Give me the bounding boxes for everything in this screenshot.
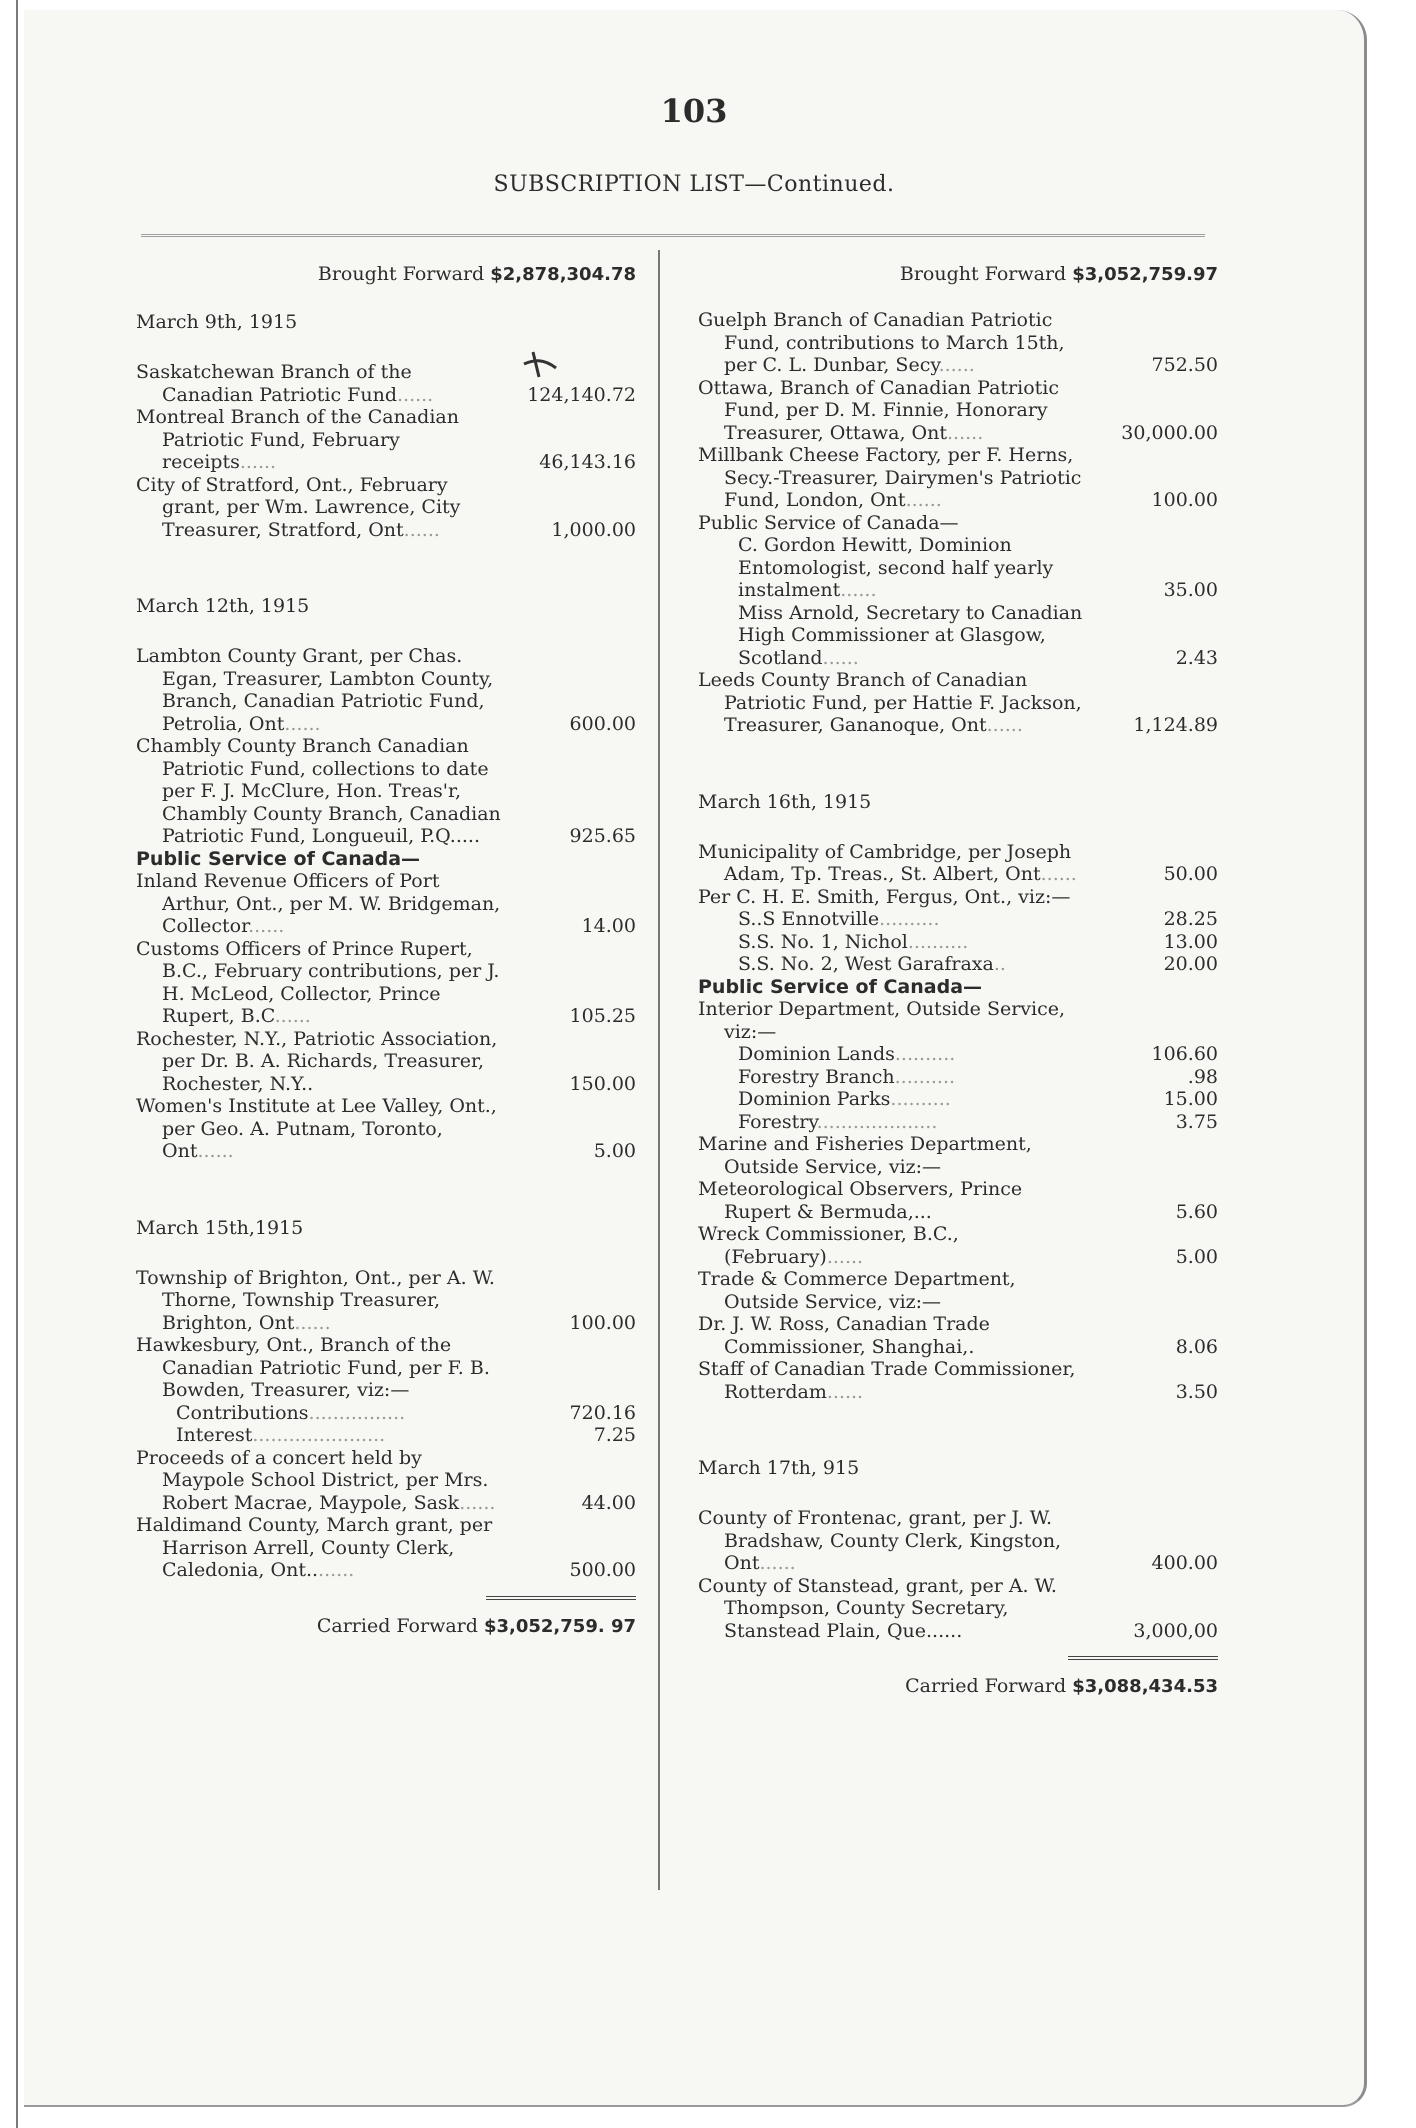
entry-amount: 8.06 (1175, 1335, 1218, 1358)
entry-amount: 5.60 (1175, 1200, 1218, 1223)
entry-text: Miss Arnold, Secretary to Canadian High Commissioner at Glasgow, Scotland (738, 601, 1083, 669)
subscription-entry (698, 1313, 1218, 1358)
subscription-entry: Township of Brighton, Ont., per A. W. Thorne, Township Treasurer, Brighton, Ont...... 100.00 (136, 1266, 636, 1334)
subscription-entry: County of Frontenac, grant, per J. W. Bradshaw, County Clerk, Kingston, Ont...... 400.00 (698, 1507, 1218, 1574)
carried-forward-amount: $3,088,434.53 (1072, 1676, 1218, 1697)
subscription-subentry: S.S. No. 1, Nichol.......... 13.00 (738, 930, 1218, 953)
entry-text: Ottawa, Branch of Canadian Patriotic Fund, per D. M. Finnie, Honorary Treasurer, Ottawa, Ont (698, 376, 1059, 444)
entry-amount: 106.60 (1151, 1043, 1218, 1065)
entry-text: County of Stanstead, grant, per A. W. Thompson, County Secretary, Stanstead Plain, Que...... (698, 1574, 1057, 1642)
entry-amount: 400.00 (1151, 1552, 1218, 1574)
entry-amount: 720.16 (569, 1401, 636, 1424)
entry-text: Customs Officers of Prince Rupert, B.C., February contributions, per J. H. McLeod, Collector, Prince Rupert, B.C (136, 937, 500, 1027)
entry-amount: 2.43 (1175, 646, 1218, 669)
entry-text: Township of Brighton, Ont., per A. W. Thorne, Township Treasurer, Brighton, Ont (136, 1266, 495, 1334)
subscription-entry: Ottawa, Branch of Canadian Patriotic Fund, per D. M. Finnie, Honorary Treasurer, Ottawa, Ont...... 30,000.00 (698, 376, 1218, 444)
date-heading: March 12th, 1915 (136, 595, 310, 617)
entry-text: Leeds County Branch of Canadian Patriotic Fund, per Hattie F. Jackson, Treasurer, Gananoque, Ont (698, 669, 1082, 736)
entry-amount: 150.00 (569, 1072, 636, 1095)
entry-amount: 30,000.00 (1121, 421, 1218, 444)
entry-amount: 50.00 (1163, 863, 1218, 885)
brought-forward (136, 260, 636, 289)
entry-amount: 3.75 (1175, 1110, 1218, 1133)
entry-text: Dominion Parks (738, 1088, 891, 1110)
entry-amount: 3,000,00 (1133, 1619, 1218, 1642)
entry-amount: 13.00 (1163, 930, 1218, 953)
subscription-entry (136, 735, 636, 848)
subscription-entry: Saskatchewan Branch of the Canadian Patriotic Fund...... 124,140.72 (136, 361, 636, 406)
brought-forward-amount: $3,052,759.97 (1072, 264, 1218, 285)
brought-forward-label: Brought Forward (899, 263, 1067, 285)
section-header: Public Service of Canada— (136, 847, 421, 870)
date-heading: March 9th, 1915 (136, 311, 298, 333)
book-spine (16, 0, 18, 2128)
entry-amount: 3.50 (1175, 1380, 1218, 1403)
subscription-entry: City of Stratford, Ont., February grant, per Wm. Lawrence, City Treasurer, Stratford, Ont...... 1,000.00 (136, 473, 636, 541)
subscription-entry (698, 1178, 1218, 1223)
entry-text: Municipality of Cambridge, per Joseph Adam, Tp. Treas., St. Albert, Ont (698, 840, 1072, 885)
entry-amount: 752.50 (1151, 354, 1218, 376)
entry-text: S.S. No. 1, Nichol (738, 930, 908, 953)
date-heading: March 17th, 915 (698, 1457, 860, 1479)
subscription-entry: Interior Department, Outside Service, viz:— (698, 998, 1066, 1043)
entry-amount: 105.25 (569, 1005, 636, 1027)
subscription-entry: Millbank Cheese Factory, per F. Herns, Secy.-Treasurer, Dairymen's Patriotic Fund, London, Ont...... 100.00 (698, 444, 1218, 511)
brought-forward (698, 260, 1218, 289)
subscription-subentry: Contributions................ 720.16 (176, 1401, 636, 1424)
total-rule (1068, 1656, 1218, 1660)
subscription-subentry: Dominion Parks.......... 15.00 (738, 1088, 1218, 1110)
header-rule (141, 234, 1205, 240)
subscription-entry: Customs Officers of Prince Rupert, B.C., February contributions, per J. H. McLeod, Collector, Prince Rupert, B.C...... 105.25 (136, 937, 636, 1027)
entry-text: Chambly County Branch Canadian Patriotic Fund, collections to date per F. J. McClure, Hon. Treas'r, Chambly County Branch, Canadian Patriotic Fund, Longueuil, P.Q..... (136, 735, 501, 847)
right-column (698, 260, 1218, 1701)
subscription-entry: Leeds County Branch of Canadian Patriotic Fund, per Hattie F. Jackson, Treasurer, Gananoque, Ont...... 1,124.89 (698, 669, 1218, 736)
subscription-subentry: S.S. No. 2, West Garafraxa.. 20.00 (738, 953, 1218, 975)
entry-text: Interest (176, 1424, 253, 1446)
entry-text: Montreal Branch of the Canadian Patriotic Fund, February receipts (136, 406, 459, 473)
subscription-subentry: Forestry Branch.......... .98 (738, 1065, 1218, 1088)
section-header: Public Service of Canada— (698, 975, 983, 998)
total-rule (486, 1596, 636, 1600)
entry-text: Proceeds of a concert held by Maypole School District, per Mrs. Robert Macrae, Maypole, Sask (136, 1446, 489, 1514)
subscription-entry: Municipality of Cambridge, per Joseph Adam, Tp. Treas., St. Albert, Ont...... 50.00 (698, 840, 1218, 885)
entry-text: C. Gordon Hewitt, Dominion Entomologist, second half yearly instalment (738, 534, 1054, 601)
left-column (136, 260, 636, 1641)
subscription-entry: Guelph Branch of Canadian Patriotic Fund, contributions to March 15th, per C. L. Dunbar, Secy...... 752.50 (698, 309, 1218, 376)
entry-amount: 14.00 (581, 915, 636, 937)
entry-text: Meteorological Observers, Prince Rupert & Bermuda,... (698, 1178, 1023, 1223)
document-page (24, 10, 1367, 2107)
entry-text: S..S Ennotville (738, 908, 880, 930)
entry-amount: .98 (1187, 1065, 1218, 1088)
carried-forward-label: Carried Forward (905, 1675, 1067, 1697)
subscription-entry: Staff of Canadian Trade Commissioner, Rotterdam...... 3.50 (698, 1358, 1218, 1403)
entry-amount: 5.00 (593, 1140, 636, 1162)
entry-text: Dr. J. W. Ross, Canadian Trade Commissioner, Shanghai,. (698, 1313, 990, 1358)
subscription-entry: Haldimand County, March grant, per Harrison Arrell, County Clerk, Caledonia, Ont........ 500.00 (136, 1514, 636, 1581)
subscription-subentry: S..S Ennotville.......... 28.25 (738, 908, 1218, 930)
entry-text: Contributions (176, 1401, 309, 1424)
brought-forward-amount: $2,878,304.78 (490, 264, 636, 285)
entry-text: Forestry (738, 1110, 817, 1133)
subscription-entry: Hawkesbury, Ont., Branch of the Canadian Patriotic Fund, per F. B. Bowden, Treasurer, viz:— (136, 1334, 490, 1401)
entry-amount: 15.00 (1163, 1088, 1218, 1110)
subscription-subentry: Interest...................... 7.25 (176, 1424, 636, 1446)
column-divider (658, 250, 660, 1890)
entry-amount: 35.00 (1163, 579, 1218, 601)
entry-amount: 20.00 (1163, 953, 1218, 975)
subscription-entry: Marine and Fisheries Department, Outside Service, viz:— (698, 1133, 1032, 1178)
entry-amount: 500.00 (569, 1559, 636, 1581)
entry-text: County of Frontenac, grant, per J. W. Bradshaw, County Clerk, Kingston, Ont (698, 1507, 1062, 1574)
entry-text: Inland Revenue Officers of Port Arthur, Ont., per M. W. Bridgeman, Collector (136, 870, 501, 937)
carried-forward (698, 1672, 1218, 1701)
subscription-entry (698, 1575, 1218, 1643)
subscription-subentry: Miss Arnold, Secretary to Canadian High Commissioner at Glasgow, Scotland...... 2.43 (738, 601, 1218, 669)
entry-text: Millbank Cheese Factory, per F. Herns, Secy.-Treasurer, Dairymen's Patriotic Fund, London, Ont (698, 444, 1082, 511)
entry-amount: 925.65 (569, 825, 636, 847)
entry-amount: 124,140.72 (527, 383, 636, 406)
entry-text: Dominion Lands (738, 1043, 895, 1065)
entry-amount: 7.25 (593, 1424, 636, 1446)
carried-forward-amount: $3,052,759. 97 (483, 1615, 636, 1637)
entry-amount: 100.00 (1151, 489, 1218, 511)
entry-text: City of Stratford, Ont., February grant, per Wm. Lawrence, City Treasurer, Stratford, Ont (136, 473, 461, 541)
subscription-entry: Wreck Commissioner, B.C., (February)...... 5.00 (698, 1223, 1218, 1268)
subscription-entry: Women's Institute at Lee Valley, Ont., per Geo. A. Putnam, Toronto, Ont...... 5.00 (136, 1095, 636, 1162)
subscription-entry: Montreal Branch of the Canadian Patriotic Fund, February receipts...... 46,143.16 (136, 406, 636, 473)
entry-amount: 100.00 (569, 1311, 636, 1334)
page-heading: SUBSCRIPTION LIST—Continued. (493, 172, 895, 197)
entry-text: Saskatchewan Branch of the Canadian Patriotic Fund (136, 361, 412, 406)
entry-text: Women's Institute at Lee Valley, Ont., per Geo. A. Putnam, Toronto, Ont (136, 1095, 497, 1162)
entry-text: S.S. No. 2, West Garafraxa (738, 953, 994, 975)
subscription-subentry: Forestry.................... 3.75 (738, 1110, 1218, 1133)
entry-amount: 5.00 (1175, 1245, 1218, 1268)
entry-text: Haldimand County, March grant, per Harrison Arrell, County Clerk, Caledonia, Ont.. (136, 1514, 493, 1581)
brought-forward-label: Brought Forward (317, 263, 485, 285)
entry-amount: 28.25 (1163, 908, 1218, 930)
subscription-subentry: C. Gordon Hewitt, Dominion Entomologist, second half yearly instalment...... 35.00 (738, 534, 1218, 601)
entry-text: Forestry Branch (738, 1065, 895, 1088)
subscription-entry (136, 1028, 636, 1096)
carried-forward (136, 1612, 636, 1641)
entry-amount: 1,124.89 (1133, 714, 1218, 736)
subscription-entry: Trade & Commerce Department, Outside Service, viz:— (698, 1268, 1016, 1313)
subscription-entry: Inland Revenue Officers of Port Arthur, Ont., per M. W. Bridgeman, Collector...... 14.00 (136, 870, 636, 937)
entry-amount: 46,143.16 (539, 451, 636, 473)
subscription-entry: Proceeds of a concert held by Maypole School District, per Mrs. Robert Macrae, Maypole, Sask...... 44.00 (136, 1446, 636, 1514)
section-header: Public Service of Canada— (698, 511, 959, 534)
carried-forward-label: Carried Forward (316, 1614, 478, 1637)
entry-text: Rochester, N.Y., Patriotic Association, per Dr. B. A. Richards, Treasurer, Rochester, N.Y.. (136, 1027, 498, 1095)
entry-text: Lambton County Grant, per Chas. Egan, Treasurer, Lambton County, Branch, Canadian Patriotic Fund, Petrolia, Ont (136, 645, 494, 735)
subscription-entry: Per C. H. E. Smith, Fergus, Ont., viz:— (698, 885, 1071, 908)
date-heading: March 15th,1915 (136, 1216, 304, 1239)
subscription-subentry: Dominion Lands.......... 106.60 (738, 1043, 1218, 1065)
entry-amount: 44.00 (581, 1491, 636, 1514)
entry-amount: 600.00 (569, 712, 636, 735)
subscription-entry: Lambton County Grant, per Chas. Egan, Treasurer, Lambton County, Branch, Canadian Patriotic Fund, Petrolia, Ont...... 600.00 (136, 645, 636, 735)
entry-text: Guelph Branch of Canadian Patriotic Fund, contributions to March 15th, per C. L. Dunbar, Secy (698, 309, 1065, 376)
page-number: 103 (660, 92, 728, 130)
entry-text: Wreck Commissioner, B.C., (February) (698, 1223, 959, 1268)
entry-text: Staff of Canadian Trade Commissioner, Rotterdam (698, 1358, 1076, 1403)
date-heading: March 16th, 1915 (698, 790, 872, 813)
entry-amount: 1,000.00 (551, 518, 636, 541)
